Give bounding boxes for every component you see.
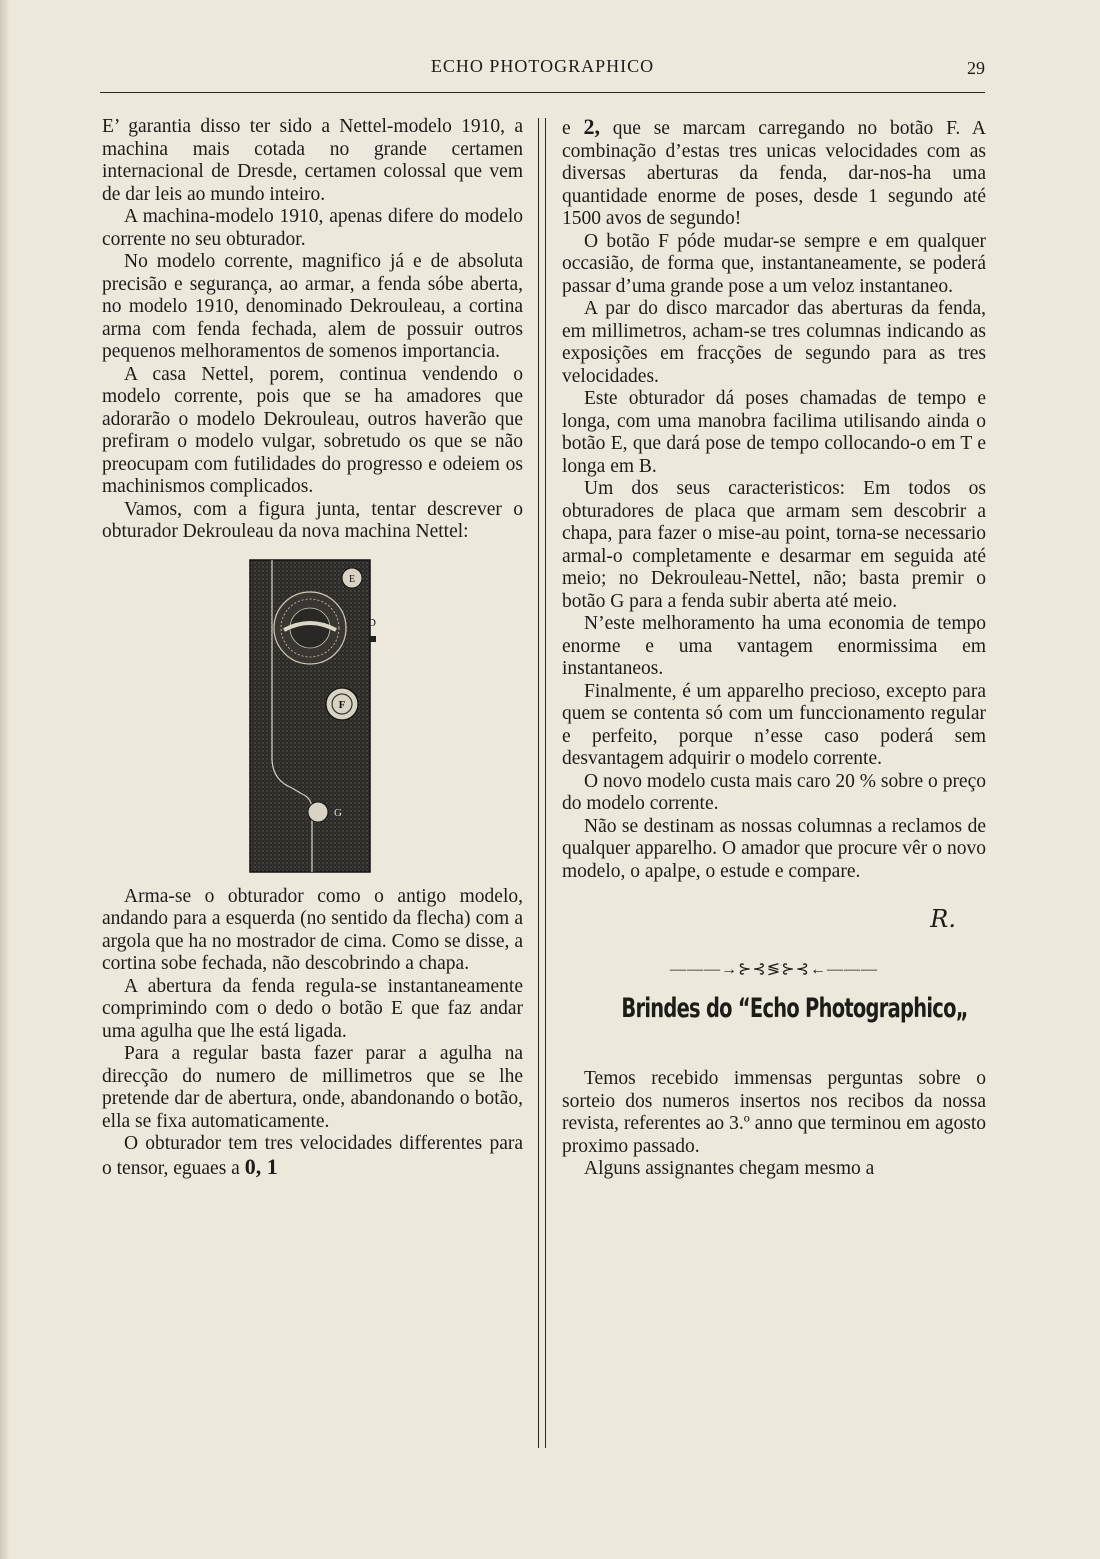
section-title: Brindes do “Echo Photographico„ [621, 993, 968, 1024]
label-f: F [338, 698, 346, 711]
paragraph: Finalmente, é um apparelho precioso, excepto para quem se contenta só com um funccionamento regular e perfeito, porque n’esse caso poderá sem desvantagem adquirir o modelo corrente. [562, 680, 986, 769]
paragraph: N’este melhoramento ha uma economia de tempo enorme e uma vantagem enormissima em instantaneos. [562, 613, 986, 679]
paragraph: O botão F póde mudar-se sempre e em qualquer occasião, de forma que, instantaneamente, se poderá passar d’uma grande pose a um veloz instantaneo. [562, 230, 986, 297]
paragraph: Arma-se o obturador como o antigo modelo, andando para a esquerda (no sentido da flecha) com a argola que ha no mostrador de cima. Como se disse, a cortina sobe fechada, não descobrindo a chapa. [102, 885, 523, 974]
paragraph-speeds [102, 1133, 523, 1180]
page-header [100, 52, 985, 92]
author-signature: R. [930, 905, 956, 933]
right-column [562, 116, 986, 1181]
running-title: ECHO PHOTOGRAPHICO [430, 56, 655, 76]
paragraph: Não se destinam as nossas columnas a reclamos de qualquer apparelho. O amador que procure vêr o novo modelo, o apalpe, o estude e compare. [562, 815, 986, 882]
speeds-start: e [562, 118, 571, 139]
paragraph-text: que se marcam carregando no botão F. A combinação d’estas tres unicas velocidades com as diversas aberturas da fenda, dar-nos-ha uma quantidade enorme de poses, desde 1 segundo até 1500 avos de segundo! [562, 118, 987, 229]
button-g [308, 802, 328, 822]
paragraph: A casa Nettel, porem, continua vendendo o modelo corrente, pois que se ha amadores que adorarão o modelo Dekrouleau, outros haverão que prefiram o modelo vulgar, sobretudo os que se não preocupam com futilidades do progresso e odeiem os machinismos complicados. [102, 363, 523, 497]
shutter-figure [246, 558, 376, 872]
paragraph: A abertura da fenda regula-se instantaneamente comprimindo com o dedo o botão E que faz andar uma agulha que lhe está ligada. [102, 975, 523, 1042]
paragraph: Vamos, com a figura junta, tentar descrever o obturador Dekrouleau da nova machina Nettel: [102, 498, 523, 542]
camera-shutter-illustration [246, 558, 376, 874]
paragraph [562, 116, 986, 231]
paragraph: A machina-modelo 1910, apenas difere do modelo corrente no seu obturador. [102, 206, 523, 250]
paragraph: Para a regular basta fazer parar a agulha na direcção do numero de millimetros que se lhe pretende dar de abertura, onde, abandonando o botão, ella se fixa automaticamente. [102, 1043, 523, 1132]
label-g: G [334, 806, 342, 819]
label-e: E [348, 573, 356, 585]
left-column [102, 116, 523, 1180]
paragraph: Este obturador dá poses chamadas de tempo e longa, com uma manobra facilima utilisando ainda o botão E, que dará pose de tempo collocando-o em T e longa em B. [562, 388, 986, 477]
paragraph-text: O obturador tem tres velocidades differentes para o tensor, eguaes a [102, 1133, 523, 1179]
paragraph: O novo modelo custa mais caro 20 % sobre o preço do modelo corrente. [562, 770, 986, 814]
section-ornament: ———→⊱⊰≶⊱⊰←——— [669, 961, 879, 978]
paragraph: Um dos seus caracteristicos: Em todos os obturadores de placa que armam sem descobrir a chapa, para fazer o mise-au point, torna-se necessario armal-o completamente e desarmar em seguida até meio; no Dekrouleau-Nettel, não; basta premir o botão G para a fenda subir aberta até meio. [562, 478, 986, 612]
page-number: 29 [967, 58, 985, 78]
paragraph: No modelo corrente, magnifico já e de absoluta precisão e segurança, ao armar, a fenda sóbe aberta, no modelo 1910, denominado Dekrouleau, a cortina arma com fenda fechada, alem de possuir outros pequenos melhoramentos de somenos importancia. [102, 251, 523, 362]
header-rule [100, 92, 985, 93]
paragraph: E’ garantia disso ter sido a Nettel-modelo 1910, a machina mais cotada no grande certamen internacional de Dresde, certamen colossal que vem de dar leis ao mundo inteiro. [102, 116, 523, 205]
paragraph: Temos recebido immensas perguntas sobre o sorteio dos numeros insertos nos recibos da nossa revista, referentes ao 3.º anno que terminou em agosto proximo passado. [562, 1068, 986, 1157]
paragraph: Alguns assignantes chegam mesmo a [584, 1158, 875, 1179]
speed-values: 0, 1 [244, 1153, 278, 1179]
page-edge-shadow [0, 0, 10, 1559]
speed-two: 2, [583, 114, 600, 139]
label-d: D [368, 616, 376, 629]
column-divider [538, 118, 546, 1448]
paragraph: A par do disco marcador das aberturas da fenda, em millimetros, acham-se tres columnas indicando as exposições em fracções de segundo para as tres velocidades. [562, 298, 986, 387]
